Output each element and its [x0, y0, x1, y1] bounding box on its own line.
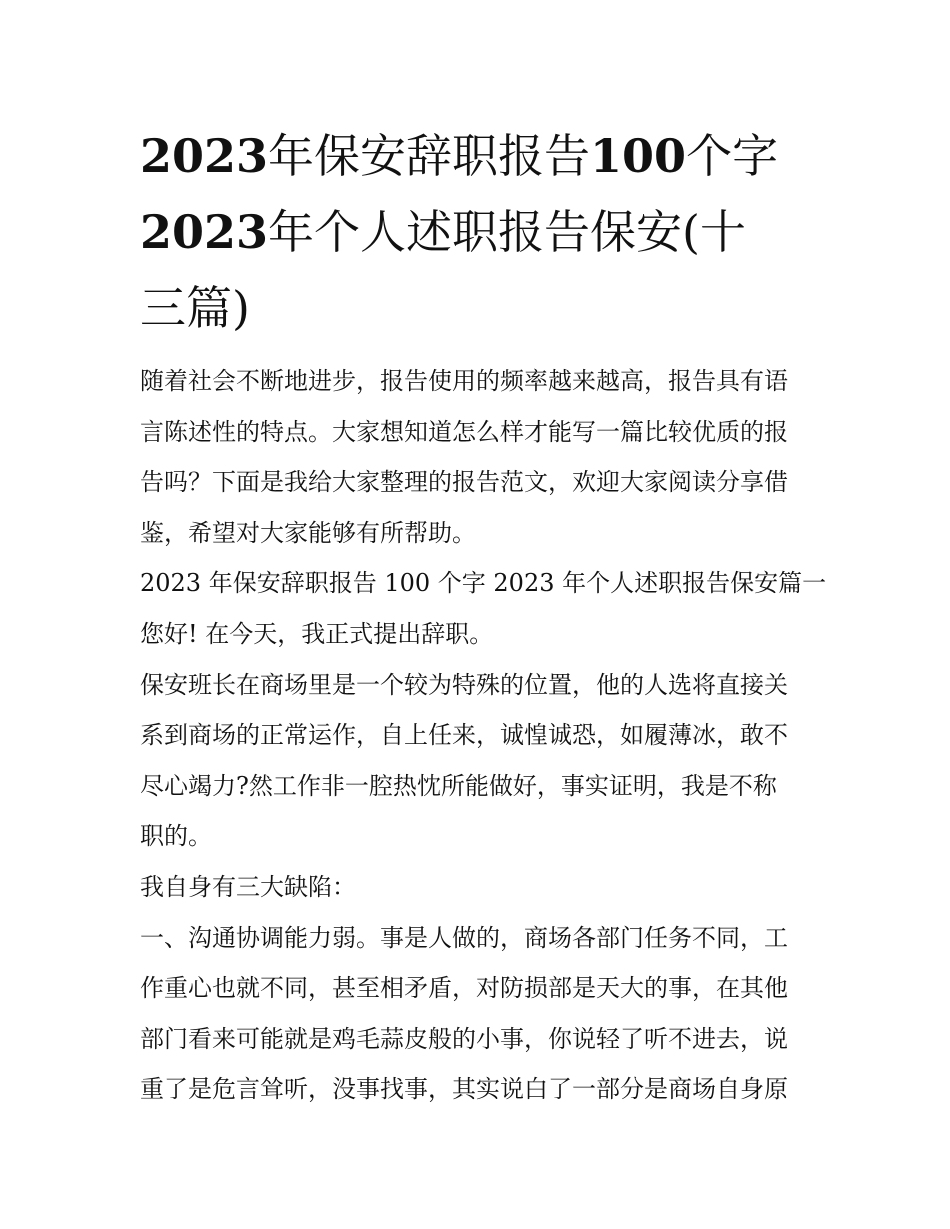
- body-paragraph: [140, 660, 815, 862]
- intro-paragraph: [140, 356, 815, 558]
- text-line: 言陈述性的特点。大家想知道怎么样才能写一篇比较优质的报: [140, 417, 788, 446]
- text-line: 保安班长在商场里是一个较为特殊的位置，他的人选将直接关: [140, 670, 788, 699]
- list-item-paragraph: [140, 913, 815, 1115]
- text-line: 尽心竭力?然工作非一腔热忱所能做好，事实证明，我是不称: [140, 771, 777, 800]
- text-line: 部门看来可能就是鸡毛蒜皮般的小事，你说轻了听不进去，说: [140, 1024, 788, 1053]
- greeting-paragraph: [140, 609, 815, 660]
- document-title: [140, 118, 820, 346]
- document-body: [140, 356, 827, 1115]
- title-line-2: 2023年个人述职报告保安(十: [140, 205, 746, 259]
- text-line: 一、沟通协调能力弱。事是人做的，商场各部门任务不同，工: [140, 923, 788, 952]
- text-line: 我自身有三大缺陷：: [140, 872, 356, 901]
- text-line: 您好! 在今天，我正式提出辞职。: [140, 619, 494, 648]
- text-line: 作重心也就不同，甚至相矛盾，对防损部是天大的事，在其他: [140, 974, 788, 1003]
- section-heading: [140, 558, 827, 609]
- text-line: 职的。: [140, 822, 212, 851]
- text-line: 2023 年保安辞职报告 100 个字 2023 年个人述职报告保安篇一: [140, 569, 827, 598]
- list-intro-paragraph: [140, 862, 815, 913]
- text-line: 重了是危言耸听，没事找事，其实说白了一部分是商场自身原: [140, 1075, 788, 1104]
- title-line-1: 2023年保安辞职报告100个字: [140, 129, 779, 183]
- text-line: 随着社会不断地进步，报告使用的频率越来越高，报告具有语: [140, 367, 788, 395]
- text-line: 鉴，希望对大家能够有所帮助。: [140, 518, 476, 547]
- text-line: 告吗？下面是我给大家整理的报告范文，欢迎大家阅读分享借: [140, 468, 788, 497]
- text-line: 系到商场的正常运作，自上任来，诚惶诚恐，如履薄冰，敢不: [140, 721, 788, 750]
- title-line-3: 三篇): [140, 281, 250, 335]
